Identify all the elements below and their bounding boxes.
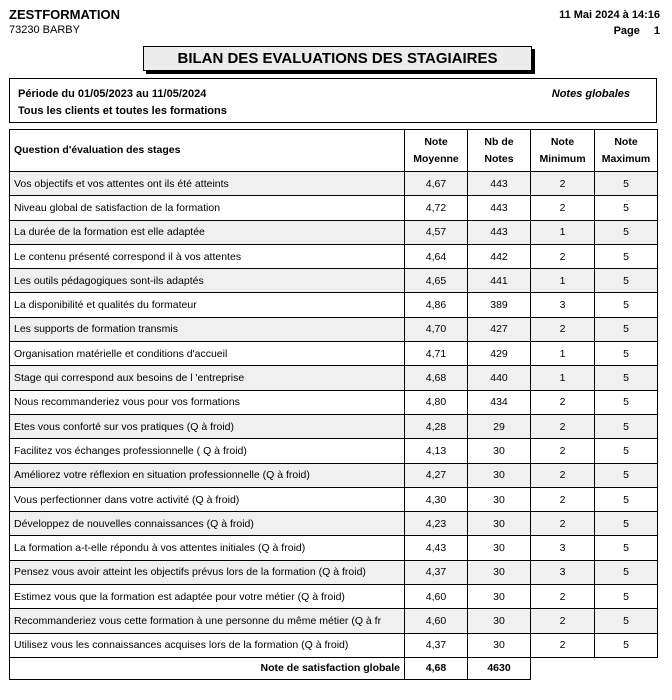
table-row bbox=[10, 633, 658, 657]
question-cell: Organisation matérielle et conditions d'accueil bbox=[10, 342, 405, 366]
avg-cell: 4,67 bbox=[405, 172, 468, 196]
min-cell: 2 bbox=[531, 512, 595, 536]
max-cell: 5 bbox=[595, 487, 658, 511]
count-cell: 443 bbox=[468, 220, 531, 244]
min-cell: 2 bbox=[531, 609, 595, 633]
question-cell: Facilitez vos échanges professionnelle ( Q à froid) bbox=[10, 439, 405, 463]
global-score-avg: 4,68 bbox=[405, 657, 468, 679]
table-row bbox=[10, 293, 658, 317]
max-cell: 5 bbox=[595, 172, 658, 196]
evaluation-table bbox=[9, 129, 658, 680]
count-cell: 30 bbox=[468, 536, 531, 560]
table-row bbox=[10, 390, 658, 414]
question-cell: La formation a-t-elle répondu à vos attentes initiales (Q à froid) bbox=[10, 536, 405, 560]
table-footer-row bbox=[10, 657, 658, 679]
avg-cell: 4,68 bbox=[405, 366, 468, 390]
question-cell: La disponibilité et qualités du formateur bbox=[10, 293, 405, 317]
table-row bbox=[10, 609, 658, 633]
global-score-count: 4630 bbox=[468, 657, 531, 679]
company-postal: 73230 BARBY bbox=[9, 24, 80, 36]
avg-cell: 4,72 bbox=[405, 196, 468, 220]
table-row bbox=[10, 512, 658, 536]
table-row bbox=[10, 366, 658, 390]
min-cell: 2 bbox=[531, 244, 595, 268]
question-cell: Utilisez vous les connaissances acquises lors de la formation (Q à froid) bbox=[10, 633, 405, 657]
count-cell: 427 bbox=[468, 317, 531, 341]
count-cell: 30 bbox=[468, 439, 531, 463]
min-cell: 1 bbox=[531, 269, 595, 293]
min-cell: 3 bbox=[531, 560, 595, 584]
count-cell: 443 bbox=[468, 172, 531, 196]
avg-cell: 4,43 bbox=[405, 536, 468, 560]
avg-cell: 4,28 bbox=[405, 414, 468, 438]
period-range: Période du 01/05/2023 au 11/05/2024 bbox=[18, 88, 207, 100]
max-cell: 5 bbox=[595, 609, 658, 633]
max-cell: 5 bbox=[595, 390, 658, 414]
table-row bbox=[10, 463, 658, 487]
question-cell: Développez de nouvelles connaissances (Q à froid) bbox=[10, 512, 405, 536]
question-cell: Pensez vous avoir atteint les objectifs prévus lors de la formation (Q à froid) bbox=[10, 560, 405, 584]
question-cell: Le contenu présenté correspond il à vos attentes bbox=[10, 244, 405, 268]
avg-cell: 4,80 bbox=[405, 390, 468, 414]
question-cell: Vos objectifs et vos attentes ont ils été atteints bbox=[10, 172, 405, 196]
max-cell: 5 bbox=[595, 463, 658, 487]
col-header-min: Note Minimum bbox=[531, 130, 595, 172]
question-cell: Recommanderiez vous cette formation à une personne du même métier (Q à fr bbox=[10, 609, 405, 633]
global-score-label: Note de satisfaction globale bbox=[10, 657, 405, 679]
avg-cell: 4,23 bbox=[405, 512, 468, 536]
col-header-max: Note Maximum bbox=[595, 130, 658, 172]
question-cell: Améliorez votre réflexion en situation professionnelle (Q à froid) bbox=[10, 463, 405, 487]
count-cell: 30 bbox=[468, 463, 531, 487]
max-cell: 5 bbox=[595, 633, 658, 657]
count-cell: 30 bbox=[468, 633, 531, 657]
max-cell: 5 bbox=[595, 414, 658, 438]
count-cell: 429 bbox=[468, 342, 531, 366]
page-number: 1 bbox=[653, 25, 660, 37]
min-cell: 1 bbox=[531, 366, 595, 390]
max-cell: 5 bbox=[595, 196, 658, 220]
max-cell: 5 bbox=[595, 366, 658, 390]
col-header-question: Question d'évaluation des stages bbox=[10, 130, 405, 172]
count-cell: 30 bbox=[468, 585, 531, 609]
min-cell: 2 bbox=[531, 487, 595, 511]
avg-cell: 4,60 bbox=[405, 585, 468, 609]
max-cell: 5 bbox=[595, 560, 658, 584]
question-cell: Les outils pédagogiques sont-ils adaptés bbox=[10, 269, 405, 293]
col-header-avg: Note Moyenne bbox=[405, 130, 468, 172]
table-row bbox=[10, 342, 658, 366]
table-row bbox=[10, 317, 658, 341]
max-cell: 5 bbox=[595, 342, 658, 366]
table-row bbox=[10, 585, 658, 609]
max-cell: 5 bbox=[595, 317, 658, 341]
min-cell: 2 bbox=[531, 463, 595, 487]
period-box bbox=[9, 78, 657, 123]
table-row bbox=[10, 439, 658, 463]
question-cell: Stage qui correspond aux besoins de l 'entreprise bbox=[10, 366, 405, 390]
count-cell: 30 bbox=[468, 560, 531, 584]
max-cell: 5 bbox=[595, 293, 658, 317]
table-row bbox=[10, 536, 658, 560]
avg-cell: 4,37 bbox=[405, 633, 468, 657]
table-row bbox=[10, 560, 658, 584]
avg-cell: 4,30 bbox=[405, 487, 468, 511]
table-row bbox=[10, 487, 658, 511]
question-cell: La durée de la formation est elle adaptée bbox=[10, 220, 405, 244]
max-cell: 5 bbox=[595, 536, 658, 560]
question-cell: Niveau global de satisfaction de la formation bbox=[10, 196, 405, 220]
min-cell: 2 bbox=[531, 390, 595, 414]
table-header-row bbox=[10, 130, 658, 172]
question-cell: Vous perfectionner dans votre activité (Q à froid) bbox=[10, 487, 405, 511]
notes-globales-label: Notes globales bbox=[551, 88, 630, 100]
count-cell: 30 bbox=[468, 512, 531, 536]
min-cell: 2 bbox=[531, 414, 595, 438]
max-cell: 5 bbox=[595, 585, 658, 609]
count-cell: 30 bbox=[468, 487, 531, 511]
print-date: 11 Mai 2024 à 14:16 bbox=[559, 9, 660, 21]
avg-cell: 4,64 bbox=[405, 244, 468, 268]
min-cell: 3 bbox=[531, 293, 595, 317]
period-scope: Tous les clients et toutes les formations bbox=[18, 105, 227, 117]
page-label: Page bbox=[613, 25, 640, 37]
min-cell: 2 bbox=[531, 633, 595, 657]
company-name: ZESTFORMATION bbox=[9, 7, 120, 22]
max-cell: 5 bbox=[595, 439, 658, 463]
min-cell: 1 bbox=[531, 220, 595, 244]
question-cell: Les supports de formation transmis bbox=[10, 317, 405, 341]
min-cell: 2 bbox=[531, 172, 595, 196]
avg-cell: 4,37 bbox=[405, 560, 468, 584]
min-cell: 2 bbox=[531, 317, 595, 341]
max-cell: 5 bbox=[595, 512, 658, 536]
avg-cell: 4,60 bbox=[405, 609, 468, 633]
avg-cell: 4,57 bbox=[405, 220, 468, 244]
min-cell: 2 bbox=[531, 585, 595, 609]
count-cell: 443 bbox=[468, 196, 531, 220]
count-cell: 30 bbox=[468, 609, 531, 633]
max-cell: 5 bbox=[595, 220, 658, 244]
min-cell: 2 bbox=[531, 196, 595, 220]
report-title: BILAN DES EVALUATIONS DES STAGIAIRES bbox=[143, 46, 532, 71]
min-cell: 1 bbox=[531, 342, 595, 366]
avg-cell: 4,13 bbox=[405, 439, 468, 463]
count-cell: 434 bbox=[468, 390, 531, 414]
avg-cell: 4,65 bbox=[405, 269, 468, 293]
table-row bbox=[10, 414, 658, 438]
avg-cell: 4,71 bbox=[405, 342, 468, 366]
question-cell: Etes vous conforté sur vos pratiques (Q à froid) bbox=[10, 414, 405, 438]
table-row bbox=[10, 220, 658, 244]
question-cell: Estimez vous que la formation est adaptée pour votre métier (Q à froid) bbox=[10, 585, 405, 609]
count-cell: 441 bbox=[468, 269, 531, 293]
question-cell: Nous recommanderiez vous pour vos formations bbox=[10, 390, 405, 414]
footer-empty bbox=[531, 657, 658, 679]
count-cell: 29 bbox=[468, 414, 531, 438]
avg-cell: 4,27 bbox=[405, 463, 468, 487]
count-cell: 440 bbox=[468, 366, 531, 390]
avg-cell: 4,70 bbox=[405, 317, 468, 341]
table-row bbox=[10, 244, 658, 268]
max-cell: 5 bbox=[595, 269, 658, 293]
min-cell: 3 bbox=[531, 536, 595, 560]
count-cell: 442 bbox=[468, 244, 531, 268]
table-row bbox=[10, 172, 658, 196]
table-row bbox=[10, 196, 658, 220]
page-indicator bbox=[614, 25, 660, 37]
max-cell: 5 bbox=[595, 244, 658, 268]
count-cell: 389 bbox=[468, 293, 531, 317]
avg-cell: 4,86 bbox=[405, 293, 468, 317]
table-row bbox=[10, 269, 658, 293]
min-cell: 2 bbox=[531, 439, 595, 463]
col-header-count: Nb de Notes bbox=[468, 130, 531, 172]
